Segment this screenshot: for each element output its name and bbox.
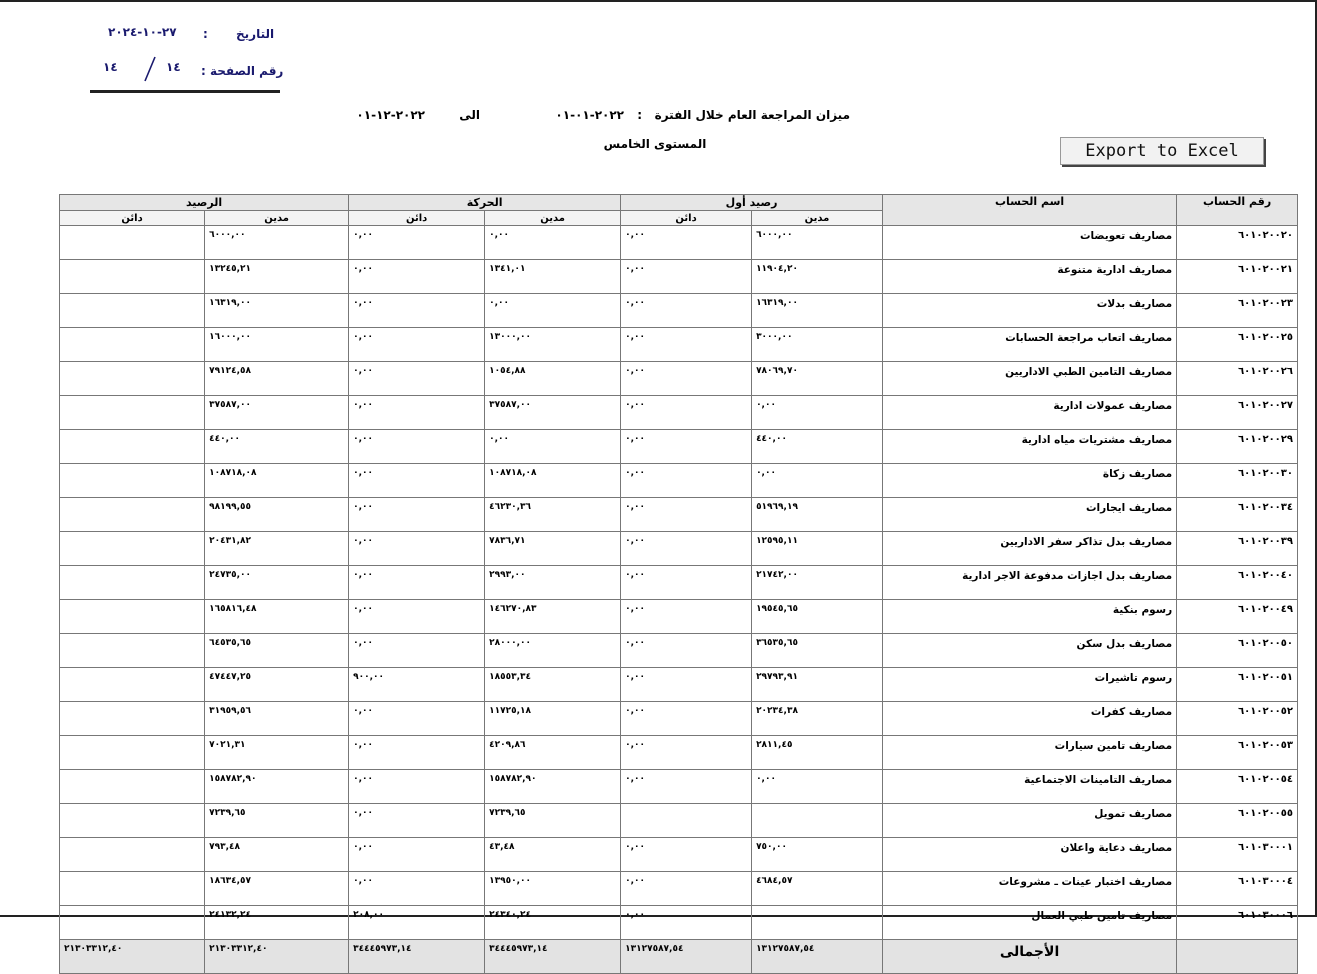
account-no-cell: ٦٠١٠٢٠٠٣٠ bbox=[1177, 464, 1298, 498]
balance-credit-cell bbox=[60, 498, 205, 532]
movement-credit-cell: ٠,٠٠ bbox=[349, 498, 485, 532]
opening-credit-cell: ٠,٠٠ bbox=[621, 634, 752, 668]
movement-credit-cell: ٠,٠٠ bbox=[349, 838, 485, 872]
opening-debit-cell: ٢٨١١,٤٥ bbox=[752, 736, 883, 770]
movement-debit-cell: ١٣٠٠٠,٠٠ bbox=[485, 328, 621, 362]
report-level: المستوى الخامس bbox=[603, 137, 707, 151]
header-opening-balance: رصيد أول bbox=[621, 195, 883, 211]
table-row bbox=[60, 804, 1298, 838]
movement-credit-cell: ٠,٠٠ bbox=[349, 226, 485, 260]
opening-credit-cell: ٠,٠٠ bbox=[621, 294, 752, 328]
table-row bbox=[60, 430, 1298, 464]
table-row bbox=[60, 634, 1298, 668]
movement-credit-cell: ٠,٠٠ bbox=[349, 464, 485, 498]
header-movement-debit: مدين bbox=[485, 211, 621, 226]
account-no-cell: ٦٠١٠٢٠٠٥٣ bbox=[1177, 736, 1298, 770]
header-balance-debit: مدين bbox=[205, 211, 349, 226]
account-name-cell: مصاريف التامين الطبي الاداريين bbox=[883, 362, 1177, 396]
account-name-cell: مصاريف التامينات الاجتماعية bbox=[883, 770, 1177, 804]
movement-credit-cell: ٠,٠٠ bbox=[349, 804, 485, 838]
account-no-cell: ٦٠١٠٢٠٠٢١ bbox=[1177, 260, 1298, 294]
opening-debit-cell: ٦٠٠٠,٠٠ bbox=[752, 226, 883, 260]
balance-credit-cell bbox=[60, 600, 205, 634]
page-slash-icon bbox=[143, 56, 157, 82]
opening-debit-cell: ١٦٣١٩,٠٠ bbox=[752, 294, 883, 328]
balance-debit-cell: ١٦٣١٩,٠٠ bbox=[205, 294, 349, 328]
opening-credit-cell: ٠,٠٠ bbox=[621, 770, 752, 804]
movement-credit-cell: ٠,٠٠ bbox=[349, 872, 485, 906]
account-name-cell: مصاريف تامين طبي العمال bbox=[883, 906, 1177, 940]
balance-debit-cell: ١٥٨٧٨٢,٩٠ bbox=[205, 770, 349, 804]
movement-credit-cell: ٢٠٨,٠٠ bbox=[349, 906, 485, 940]
table-row bbox=[60, 464, 1298, 498]
movement-credit-cell: ٠,٠٠ bbox=[349, 702, 485, 736]
account-name-cell: مصاريف تامين سيارات bbox=[883, 736, 1177, 770]
header-opening-debit: مدين bbox=[752, 211, 883, 226]
movement-debit-cell: ١١٧٢٥,١٨ bbox=[485, 702, 621, 736]
balance-debit-cell: ٣٧٥٨٧,٠٠ bbox=[205, 396, 349, 430]
opening-debit-cell: ٣٠٠٠,٠٠ bbox=[752, 328, 883, 362]
balance-debit-cell: ٧٢٣٩,٦٥ bbox=[205, 804, 349, 838]
movement-debit-cell: ١٣٩٥٠,٠٠ bbox=[485, 872, 621, 906]
movement-debit-cell: ٠,٠٠ bbox=[485, 294, 621, 328]
account-no-cell: ٦٠١٠٢٠٠٤٠ bbox=[1177, 566, 1298, 600]
opening-debit-cell: ١٩٥٤٥,٦٥ bbox=[752, 600, 883, 634]
account-name-cell: مصاريف بدل تذاكر سفر الاداريين bbox=[883, 532, 1177, 566]
account-no-cell: ٦٠١٠٢٠٠٥٤ bbox=[1177, 770, 1298, 804]
totals-label: الأجمالى bbox=[883, 940, 1177, 974]
balance-credit-cell bbox=[60, 736, 205, 770]
movement-credit-cell: ٠,٠٠ bbox=[349, 328, 485, 362]
balance-debit-cell: ١٦٠٠٠,٠٠ bbox=[205, 328, 349, 362]
account-name-cell: مصاريف بدلات bbox=[883, 294, 1177, 328]
account-no-cell: ٦٠١٠٢٠٠٣٤ bbox=[1177, 498, 1298, 532]
opening-credit-cell bbox=[621, 804, 752, 838]
movement-credit-cell: ٠,٠٠ bbox=[349, 634, 485, 668]
opening-credit-cell: ٠,٠٠ bbox=[621, 226, 752, 260]
opening-debit-cell: ٤٤٠,٠٠ bbox=[752, 430, 883, 464]
table-row bbox=[60, 770, 1298, 804]
balance-credit-cell bbox=[60, 770, 205, 804]
account-name-cell: مصاريف اختبار عينات ـ مشروعات bbox=[883, 872, 1177, 906]
movement-debit-cell: ٢٤٣٤٠,٢٤ bbox=[485, 906, 621, 940]
movement-debit-cell: ٢٨٠٠٠,٠٠ bbox=[485, 634, 621, 668]
movement-debit-cell: ٤٢٠٩,٨٦ bbox=[485, 736, 621, 770]
header-balance: الرصيد bbox=[60, 195, 349, 211]
account-no-cell: ٦٠١٠٣٠٠٠٤ bbox=[1177, 872, 1298, 906]
balance-debit-cell: ١٠٨٧١٨,٠٨ bbox=[205, 464, 349, 498]
date-value: ٢٧-١٠-٢٠٢٤ bbox=[108, 25, 177, 39]
opening-debit-cell bbox=[752, 804, 883, 838]
balance-credit-cell bbox=[60, 532, 205, 566]
balance-credit-cell bbox=[60, 226, 205, 260]
opening-debit-cell: ٠,٠٠ bbox=[752, 770, 883, 804]
balance-credit-cell bbox=[60, 328, 205, 362]
opening-credit-cell: ٠,٠٠ bbox=[621, 532, 752, 566]
movement-debit-cell: ٣٧٥٨٧,٠٠ bbox=[485, 396, 621, 430]
header-movement: الحركة bbox=[349, 195, 621, 211]
account-name-cell: مصاريف بدل اجازات مدفوعة الاجر ادارية bbox=[883, 566, 1177, 600]
movement-credit-cell: ٠,٠٠ bbox=[349, 362, 485, 396]
account-name-cell: مصاريف اتعاب مراجعة الحسابات bbox=[883, 328, 1177, 362]
movement-debit-cell: ٧٢٣٩,٦٥ bbox=[485, 804, 621, 838]
balance-debit-cell: ٧٩٣,٤٨ bbox=[205, 838, 349, 872]
balance-credit-cell bbox=[60, 872, 205, 906]
balance-debit-cell: ١٣٢٤٥,٢١ bbox=[205, 260, 349, 294]
trial-balance-table bbox=[59, 194, 1298, 974]
balance-debit-cell: ٢٤١٣٢,٢٤ bbox=[205, 906, 349, 940]
header-account-name: اسم الحساب bbox=[883, 195, 1177, 226]
movement-credit-cell: ٠,٠٠ bbox=[349, 566, 485, 600]
account-name-cell: مصاريف زكاة bbox=[883, 464, 1177, 498]
totals-account-no bbox=[1177, 940, 1298, 974]
balance-debit-cell: ٦٤٥٣٥,٦٥ bbox=[205, 634, 349, 668]
balance-debit-cell: ٦٠٠٠,٠٠ bbox=[205, 226, 349, 260]
table-row bbox=[60, 600, 1298, 634]
movement-debit-cell: ٠,٠٠ bbox=[485, 226, 621, 260]
balance-debit-cell: ١٨٦٣٤,٥٧ bbox=[205, 872, 349, 906]
balance-credit-cell bbox=[60, 430, 205, 464]
table-row bbox=[60, 362, 1298, 396]
totals-balance-debit: ٢١٣٠٣٣١٢,٤٠ bbox=[205, 940, 349, 974]
account-name-cell: مصاريف مشتريات مياه ادارية bbox=[883, 430, 1177, 464]
table-row bbox=[60, 736, 1298, 770]
table-row bbox=[60, 498, 1298, 532]
balance-debit-cell: ٣١٩٥٩,٥٦ bbox=[205, 702, 349, 736]
opening-credit-cell: ٠,٠٠ bbox=[621, 872, 752, 906]
balance-credit-cell bbox=[60, 362, 205, 396]
opening-debit-cell: ٧٥٠,٠٠ bbox=[752, 838, 883, 872]
opening-credit-cell: ٠,٠٠ bbox=[621, 838, 752, 872]
opening-debit-cell: ٥١٩٦٩,١٩ bbox=[752, 498, 883, 532]
account-name-cell: مصاريف تعويضات bbox=[883, 226, 1177, 260]
movement-credit-cell: ٠,٠٠ bbox=[349, 260, 485, 294]
export-to-excel-button[interactable]: Export to Excel bbox=[1060, 137, 1264, 165]
movement-debit-cell: ٠,٠٠ bbox=[485, 430, 621, 464]
opening-credit-cell: ٠,٠٠ bbox=[621, 600, 752, 634]
table-row bbox=[60, 668, 1298, 702]
movement-credit-cell: ٠,٠٠ bbox=[349, 294, 485, 328]
table-row bbox=[60, 702, 1298, 736]
balance-debit-cell: ١٦٥٨١٦,٤٨ bbox=[205, 600, 349, 634]
account-name-cell: مصاريف ايجارات bbox=[883, 498, 1177, 532]
movement-credit-cell: ٠,٠٠ bbox=[349, 430, 485, 464]
movement-debit-cell: ١٣٤١,٠١ bbox=[485, 260, 621, 294]
opening-credit-cell: ٠,٠٠ bbox=[621, 736, 752, 770]
opening-credit-cell: ٠,٠٠ bbox=[621, 702, 752, 736]
account-name-cell: مصاريف تمويل bbox=[883, 804, 1177, 838]
movement-debit-cell: ١٥٨٧٨٢,٩٠ bbox=[485, 770, 621, 804]
account-no-cell: ٦٠١٠٢٠٠٥٢ bbox=[1177, 702, 1298, 736]
table-row bbox=[60, 532, 1298, 566]
balance-credit-cell bbox=[60, 804, 205, 838]
account-no-cell: ٦٠١٠٢٠٠٢٦ bbox=[1177, 362, 1298, 396]
opening-debit-cell: ٢١٧٤٢,٠٠ bbox=[752, 566, 883, 600]
account-no-cell: ٦٠١٠٢٠٠٢٠ bbox=[1177, 226, 1298, 260]
header-opening-credit: دائن bbox=[621, 211, 752, 226]
account-name-cell: مصاريف دعاية واعلان bbox=[883, 838, 1177, 872]
opening-credit-cell: ٠,٠٠ bbox=[621, 362, 752, 396]
table-row bbox=[60, 294, 1298, 328]
movement-credit-cell: ٩٠٠,٠٠ bbox=[349, 668, 485, 702]
opening-debit-cell: ٣٦٥٣٥,٦٥ bbox=[752, 634, 883, 668]
account-no-cell: ٦٠١٠٣٠٠٠١ bbox=[1177, 838, 1298, 872]
period-to-label: الى bbox=[459, 108, 480, 122]
totals-row bbox=[60, 940, 1298, 974]
totals-opening-debit: ١٣١٢٧٥٨٧,٥٤ bbox=[752, 940, 883, 974]
balance-debit-cell: ٤٤٠,٠٠ bbox=[205, 430, 349, 464]
account-no-cell: ٦٠١٠٢٠٠٢٥ bbox=[1177, 328, 1298, 362]
opening-debit-cell: ٢٩٧٩٣,٩١ bbox=[752, 668, 883, 702]
report-title: ميزان المراجعة العام خلال الفترة bbox=[654, 108, 850, 122]
table-row bbox=[60, 566, 1298, 600]
account-no-cell: ٦٠١٠٢٠٠٢٩ bbox=[1177, 430, 1298, 464]
table-row bbox=[60, 872, 1298, 906]
account-no-cell: ٦٠١٠٢٠٠٢٧ bbox=[1177, 396, 1298, 430]
opening-debit-cell: ٢٠٢٣٤,٣٨ bbox=[752, 702, 883, 736]
balance-credit-cell bbox=[60, 668, 205, 702]
table-row bbox=[60, 906, 1298, 940]
account-name-cell: مصاريف كفرات bbox=[883, 702, 1177, 736]
header-balance-credit: دائن bbox=[60, 211, 205, 226]
opening-credit-cell: ٠,٠٠ bbox=[621, 328, 752, 362]
account-name-cell: مصاريف بدل سكن bbox=[883, 634, 1177, 668]
movement-debit-cell: ٢٩٩٣,٠٠ bbox=[485, 566, 621, 600]
page-label: رقم الصفحة : bbox=[201, 64, 284, 78]
date-separator: : bbox=[203, 27, 208, 41]
movement-debit-cell: ١٠٥٤,٨٨ bbox=[485, 362, 621, 396]
opening-credit-cell: ٠,٠٠ bbox=[621, 668, 752, 702]
table-row bbox=[60, 838, 1298, 872]
header-account-no: رقم الحساب bbox=[1177, 195, 1298, 226]
balance-debit-cell: ٩٨١٩٩,٥٥ bbox=[205, 498, 349, 532]
balance-debit-cell: ٤٧٤٤٧,٢٥ bbox=[205, 668, 349, 702]
opening-debit-cell bbox=[752, 906, 883, 940]
movement-debit-cell: ١٤٦٢٧٠,٨٣ bbox=[485, 600, 621, 634]
balance-credit-cell bbox=[60, 634, 205, 668]
header-underline bbox=[90, 90, 280, 93]
page-current: ١٤ bbox=[166, 60, 181, 74]
date-label: التاريخ bbox=[236, 27, 275, 41]
totals-opening-credit: ١٣١٢٧٥٨٧,٥٤ bbox=[621, 940, 752, 974]
account-name-cell: مصاريف ادارية متنوعة bbox=[883, 260, 1177, 294]
account-no-cell: ٦٠١٠٢٠٠٤٩ bbox=[1177, 600, 1298, 634]
balance-credit-cell bbox=[60, 566, 205, 600]
movement-credit-cell: ٠,٠٠ bbox=[349, 396, 485, 430]
balance-credit-cell bbox=[60, 906, 205, 940]
account-no-cell: ٦٠١٠٢٠٠٥٥ bbox=[1177, 804, 1298, 838]
account-name-cell: رسوم تاشيرات bbox=[883, 668, 1177, 702]
movement-credit-cell: ٠,٠٠ bbox=[349, 770, 485, 804]
opening-debit-cell: ٤٦٨٤,٥٧ bbox=[752, 872, 883, 906]
balance-credit-cell bbox=[60, 396, 205, 430]
opening-debit-cell: ١١٩٠٤,٢٠ bbox=[752, 260, 883, 294]
balance-credit-cell bbox=[60, 838, 205, 872]
header-movement-credit: دائن bbox=[349, 211, 485, 226]
balance-credit-cell bbox=[60, 260, 205, 294]
movement-credit-cell: ٠,٠٠ bbox=[349, 736, 485, 770]
opening-debit-cell: ٧٨٠٦٩,٧٠ bbox=[752, 362, 883, 396]
account-no-cell: ٦٠١٠٢٠٠٥١ bbox=[1177, 668, 1298, 702]
balance-debit-cell: ٢٤٧٣٥,٠٠ bbox=[205, 566, 349, 600]
opening-credit-cell: ٠,٠٠ bbox=[621, 464, 752, 498]
page-total: ١٤ bbox=[103, 60, 118, 74]
movement-debit-cell: ١٠٨٧١٨,٠٨ bbox=[485, 464, 621, 498]
opening-credit-cell: ٠,٠٠ bbox=[621, 260, 752, 294]
account-no-cell: ٦٠١٠٣٠٠٠٦ bbox=[1177, 906, 1298, 940]
table-row bbox=[60, 396, 1298, 430]
opening-credit-cell: ٠,٠٠ bbox=[621, 498, 752, 532]
period-from-date: ٢٠٢٢-٠١-٠١ bbox=[555, 108, 624, 122]
opening-credit-cell: ٠,٠٠ bbox=[621, 566, 752, 600]
report-title-line bbox=[340, 108, 850, 126]
table-row bbox=[60, 226, 1298, 260]
totals-balance-credit: ٢١٣٠٣٣١٢,٤٠ bbox=[60, 940, 205, 974]
opening-credit-cell: ٠,٠٠ bbox=[621, 430, 752, 464]
opening-credit-cell: ٠,٠٠ bbox=[621, 906, 752, 940]
movement-credit-cell: ٠,٠٠ bbox=[349, 600, 485, 634]
account-name-cell: رسوم بنكية bbox=[883, 600, 1177, 634]
balance-debit-cell: ٧٩١٢٤,٥٨ bbox=[205, 362, 349, 396]
balance-credit-cell bbox=[60, 294, 205, 328]
period-to-date: ٢٠٢٢-١٢-٠١ bbox=[356, 108, 425, 122]
account-no-cell: ٦٠١٠٢٠٠٥٠ bbox=[1177, 634, 1298, 668]
opening-debit-cell: ٠,٠٠ bbox=[752, 464, 883, 498]
period-separator: : bbox=[637, 108, 642, 122]
movement-debit-cell: ٧٨٣٦,٧١ bbox=[485, 532, 621, 566]
opening-debit-cell: ٠,٠٠ bbox=[752, 396, 883, 430]
table-row bbox=[60, 260, 1298, 294]
opening-debit-cell: ١٢٥٩٥,١١ bbox=[752, 532, 883, 566]
balance-credit-cell bbox=[60, 702, 205, 736]
account-name-cell: مصاريف عمولات ادارية bbox=[883, 396, 1177, 430]
balance-credit-cell bbox=[60, 464, 205, 498]
account-no-cell: ٦٠١٠٢٠٠٢٣ bbox=[1177, 294, 1298, 328]
totals-movement-debit: ٣٤٤٤٥٩٧٣,١٤ bbox=[485, 940, 621, 974]
totals-movement-credit: ٣٤٤٤٥٩٧٣,١٤ bbox=[349, 940, 485, 974]
balance-debit-cell: ٢٠٤٣١,٨٢ bbox=[205, 532, 349, 566]
movement-debit-cell: ٤٦٢٣٠,٣٦ bbox=[485, 498, 621, 532]
opening-credit-cell: ٠,٠٠ bbox=[621, 396, 752, 430]
balance-debit-cell: ٧٠٢١,٣١ bbox=[205, 736, 349, 770]
account-no-cell: ٦٠١٠٢٠٠٣٩ bbox=[1177, 532, 1298, 566]
table-row bbox=[60, 328, 1298, 362]
movement-debit-cell: ٤٣,٤٨ bbox=[485, 838, 621, 872]
movement-debit-cell: ١٨٥٥٣,٣٤ bbox=[485, 668, 621, 702]
movement-credit-cell: ٠,٠٠ bbox=[349, 532, 485, 566]
